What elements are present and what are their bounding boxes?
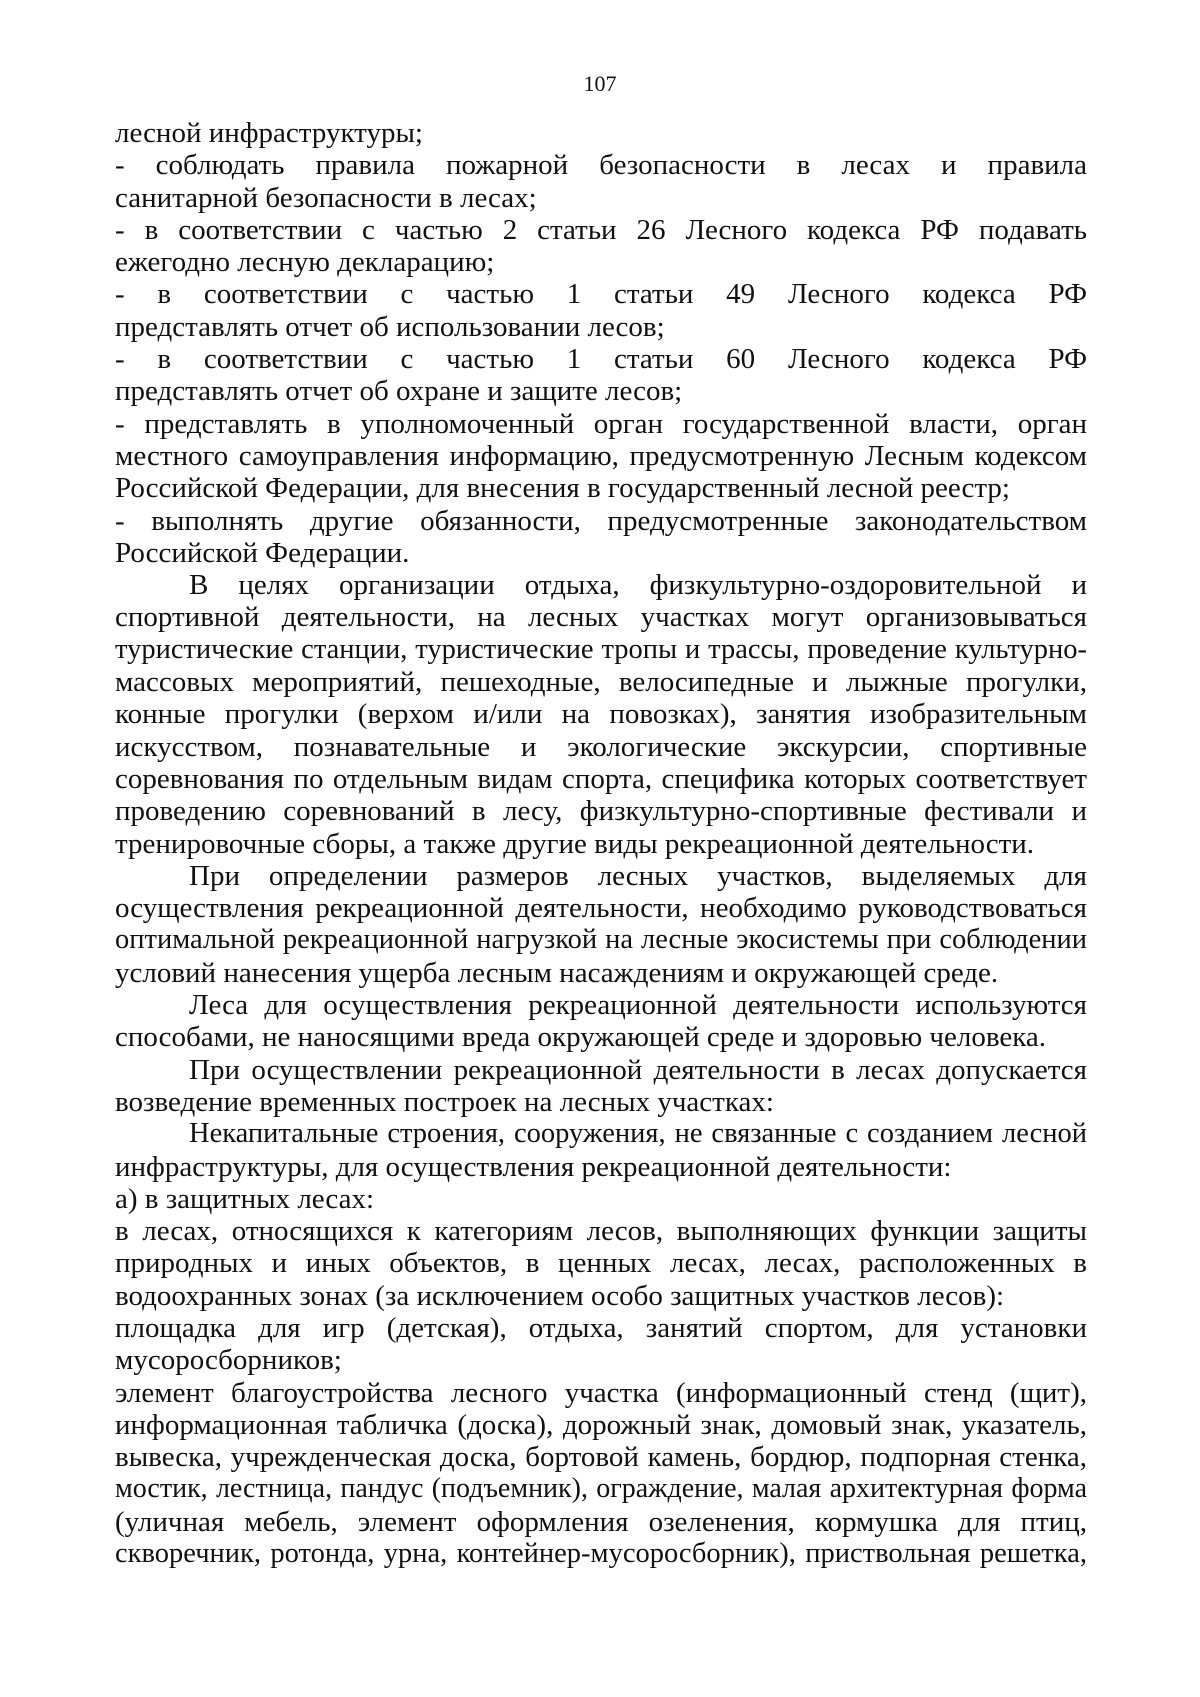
text-line: массовых мероприятий, пешеходные, велосипедные и лыжные прогулки, xyxy=(115,666,1087,699)
text-line: Некапитальные строения, сооружения, не связанные с созданием лесной xyxy=(189,1118,1087,1150)
text-line: спортивной деятельности, на лесных участках могут организовываться xyxy=(115,601,1087,634)
text-line: возведение временных построек на лесных участках: xyxy=(115,1085,774,1118)
text-line: санитарной безопасности в лесах; xyxy=(115,181,537,214)
text-line: Российской Федерации. xyxy=(115,536,410,569)
text-line: При определении размеров лесных участков, выделяемых для xyxy=(189,859,1087,892)
text-line: местного самоуправления информацию, предусмотренную Лесным кодексом xyxy=(115,439,1087,472)
text-line: проведению соревнований в лесу, физкультурно-спортивные фестивали и xyxy=(115,795,1087,828)
text-line: лесной инфраструктуры; xyxy=(115,117,423,149)
text-line: Российской Федерации, для внесения в государственный лесной реестр; xyxy=(115,472,1010,505)
text-line: представлять отчет об охране и защите лесов; xyxy=(115,375,683,408)
text-line: а) в защитных лесах: xyxy=(115,1182,375,1215)
text-line: В целях организации отдыха, физкультурно-оздоровительной и xyxy=(189,569,1087,602)
text-line: При осуществлении рекреационной деятельности в лесах допускается xyxy=(189,1053,1087,1086)
text-line: (уличная мебель, элемент оформления озеленения, кормушка для птиц, xyxy=(115,1505,1087,1538)
text-line: мусоросборников; xyxy=(115,1344,342,1377)
text-line: оптимальной рекреационной нагрузкой на лесные экосистемы при соблюдении xyxy=(115,924,1087,956)
text-line: - соблюдать правила пожарной безопасности в лесах и правила xyxy=(115,149,1087,182)
text-line: - в соответствии с частью 2 статьи 26 Лесного кодекса РФ подавать xyxy=(115,213,1087,246)
text-line: туристические станции, туристические тропы и трассы, проведение культурно- xyxy=(115,633,1087,665)
text-line: искусством, познавательные и экологические экскурсии, спортивные xyxy=(115,730,1087,763)
text-line: площадка для игр (детская), отдыха, занятий спортом, для установки xyxy=(115,1311,1087,1344)
text-line: Леса для осуществления рекреационной деятельности используются xyxy=(189,989,1087,1022)
text-line: - в соответствии с частью 1 статьи 49 Лесного кодекса РФ xyxy=(115,278,1087,311)
text-line: природных и иных объектов, в ценных лесах, лесах, расположенных в xyxy=(115,1247,1087,1280)
text-line: условий нанесения ущерба лесным насаждениям и окружающей среде. xyxy=(115,956,999,989)
text-line: - в соответствии с частью 1 статьи 60 Лесного кодекса РФ xyxy=(115,343,1087,376)
text-line: информационная табличка (доска), дорожный знак, домовый знак, указатель, xyxy=(115,1408,1087,1441)
text-line: мостик, лестница, пандус (подъемник), ограждение, малая архитектурная форма xyxy=(115,1473,1087,1505)
text-line: ежегодно лесную декларацию; xyxy=(115,246,495,279)
text-line: водоохранных зонах (за исключением особо защитных участков лесов): xyxy=(115,1279,1005,1312)
text-line: инфраструктуры, для осуществления рекреационной деятельности: xyxy=(115,1150,952,1183)
text-line: способами, не наносящими вреда окружающей среде и здоровью человека. xyxy=(115,1021,1046,1054)
text-line: тренировочные сборы, а также другие виды рекреационной деятельности. xyxy=(115,827,1035,860)
text-line: в лесах, относящихся к категориям лесов, выполняющих функции защиты xyxy=(115,1215,1087,1248)
text-line: представлять отчет об использовании лесов; xyxy=(115,310,665,343)
body-text xyxy=(115,117,1087,1570)
text-line: - выполнять другие обязанности, предусмотренные законодательством xyxy=(115,504,1087,537)
text-line: элемент благоустройства лесного участка (информационный стенд (щит), xyxy=(115,1376,1087,1409)
text-line: осуществления рекреационной деятельности, необходимо руководствоваться xyxy=(115,892,1087,925)
text-line: скворечник, ротонда, урна, контейнер-мусоросборник), приствольная решетка, xyxy=(115,1538,1087,1570)
text-line: конные прогулки (верхом и/или на повозках), занятия изобразительным xyxy=(115,698,1087,731)
text-line: - представлять в уполномоченный орган государственной власти, орган xyxy=(115,407,1087,440)
text-line: вывеска, учрежденческая доска, бортовой камень, бордюр, подпорная стенка, xyxy=(115,1441,1087,1474)
text-line: соревнования по отдельным видам спорта, специфика которых соответствует xyxy=(115,762,1087,795)
page-number: 107 xyxy=(583,71,617,96)
